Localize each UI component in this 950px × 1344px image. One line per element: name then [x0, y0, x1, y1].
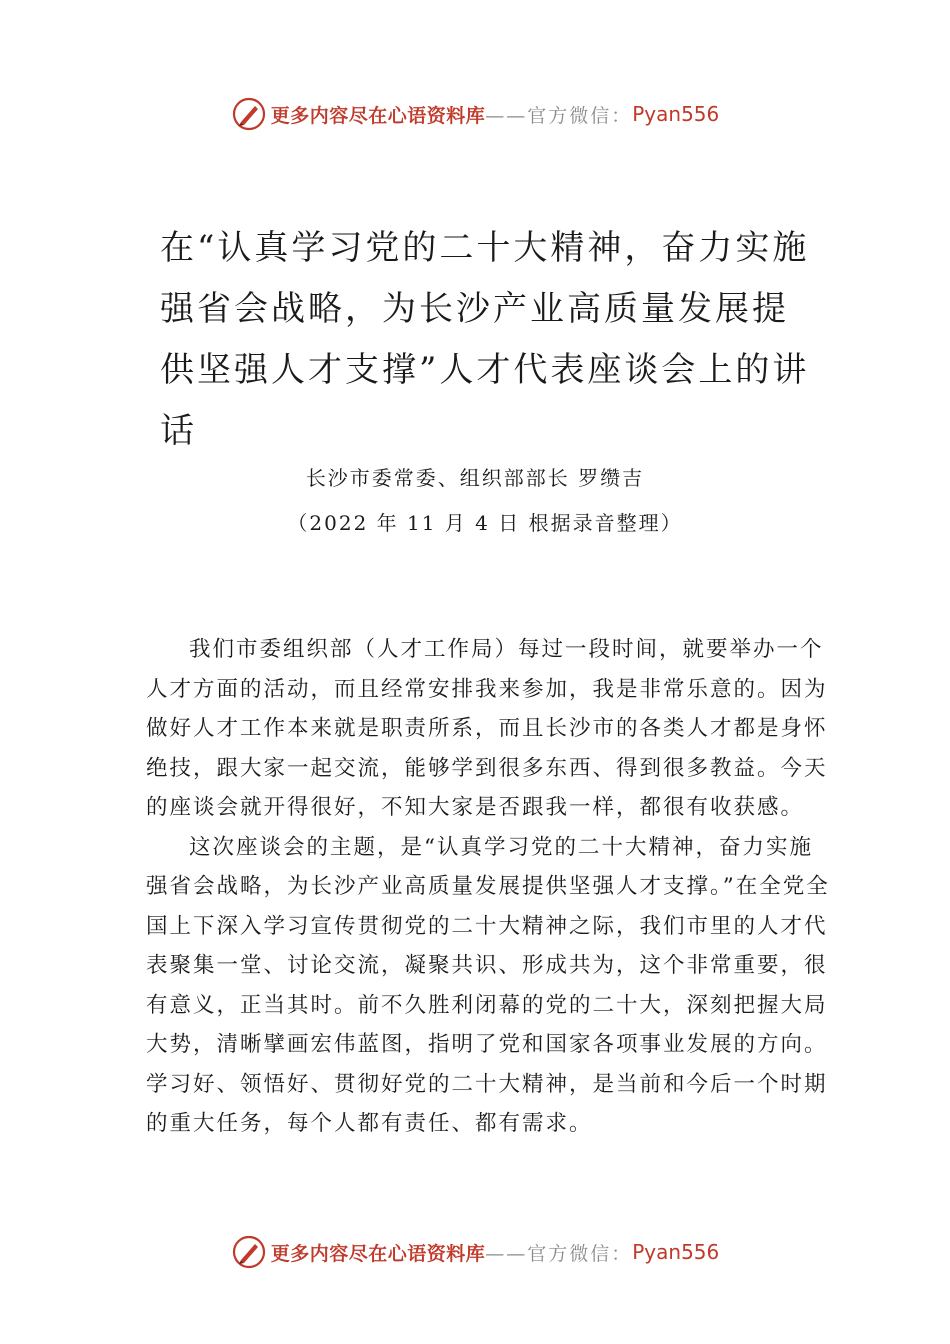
- footer-banner: [0, 1232, 950, 1272]
- body-paragraph: 这次座谈会的主题，是“认真学习党的二十大精神，奋力实施强省会战略，为长沙产业高质量发展提供坚强人才支撑。”在全党全国上下深入学习宣传贯彻党的二十大精神之际，我们市里的人才代表聚集一堂、讨论交流，凝聚共识、形成共为，这个非常重要，很有意义，正当其时。前不久胜利闭幕的党的二十大，深刻把握大局大势，清晰擘画宏伟蓝图，指明了党和国家各项事业发展的方向。学习好、领悟好、贯彻好党的二十大精神，是当前和今后一个时期的重大任务，每个人都有责任、都有需求。: [146, 834, 830, 1136]
- document-author: 长沙市委常委、组织部部长 罗缵吉: [305, 466, 645, 490]
- header-banner: [0, 94, 950, 134]
- document-date-note: （2022 年 11 月 4 日 根据录音整理）: [287, 511, 683, 535]
- pen-logo-icon: [231, 1234, 267, 1270]
- document-title: 在“认真学习党的二十大精神，奋力实施强省会战略，为长沙产业高质量发展提供坚强人才支撑”人才代表座谈会上的讲话: [160, 228, 810, 451]
- pen-logo-icon: [231, 96, 267, 132]
- banner-brand-text: 更多内容尽在心语资料库: [270, 104, 486, 127]
- body-paragraph: 我们市委组织部（人才工作局）每过一段时间，就要举办一个人才方面的活动，而且经常安排我来参加，我是非常乐意的。因为做好人才工作本来就是职责所系，而且长沙市的各类人才都是身怀绝技，跟大家一起交流，能够学到很多东西、得到很多教益。今天的座谈会就开得很好，不知大家是否跟我一样，都很有收获感。: [146, 637, 828, 820]
- banner-wechat-account: Pyan556: [632, 1240, 720, 1264]
- banner-wechat-label: ——官方微信：: [485, 104, 633, 127]
- banner-brand-text: 更多内容尽在心语资料库: [270, 1242, 486, 1265]
- banner-wechat-account: Pyan556: [632, 102, 720, 126]
- banner-wechat-label: ——官方微信：: [485, 1242, 633, 1265]
- document-body: [146, 630, 836, 1144]
